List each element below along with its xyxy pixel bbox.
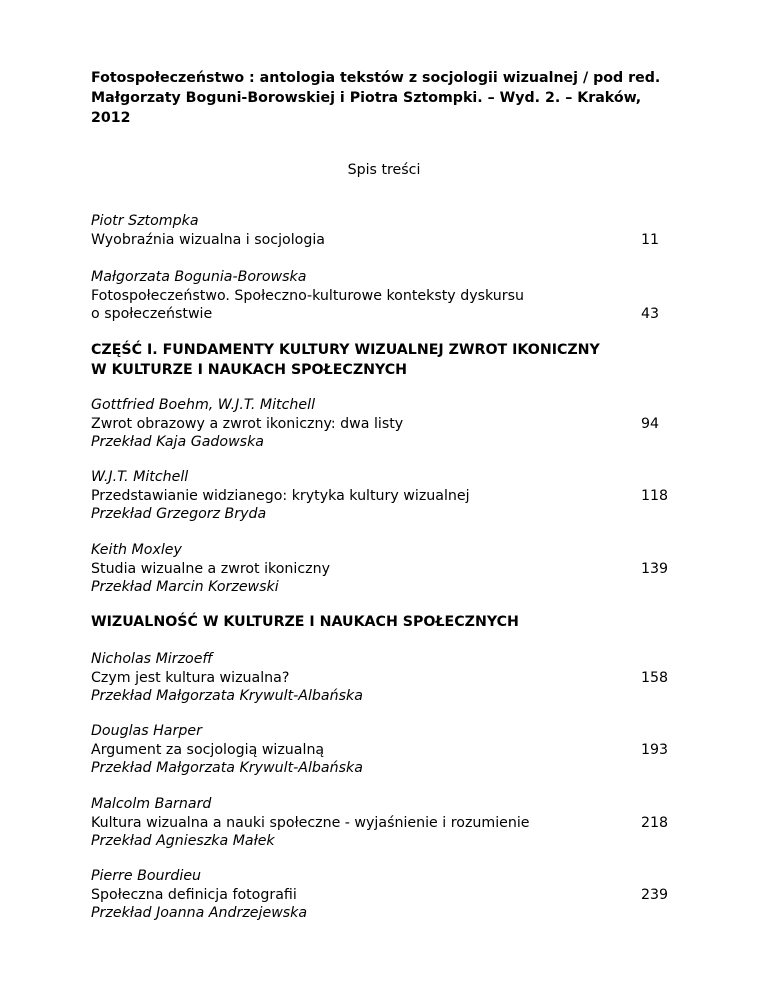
- entry-title: Zwrot obrazowy a zwrot ikoniczny: dwa listy: [91, 415, 404, 432]
- entry-title: Wyobraźnia wizualna i socjologia: [91, 231, 325, 248]
- entry-author: W.J.T. Mitchell: [91, 469, 189, 485]
- entry-page-number: 43: [641, 306, 660, 322]
- entry-title: Przedstawianie widzianego: krytyka kultury wizualnej: [91, 487, 470, 504]
- entry-translator: Przekład Joanna Andrzejewska: [91, 905, 308, 922]
- entry-author: Gottfried Boehm, W.J.T. Mitchell: [91, 397, 316, 413]
- entry-title: Kultura wizualna a nauki społeczne - wyjaśnienie i rozumienie: [91, 814, 530, 831]
- entry-page-number: 94: [641, 416, 660, 432]
- entry-author: Pierre Bourdieu: [91, 868, 202, 884]
- entry-page-number: 11: [641, 232, 660, 248]
- toc-entry: [91, 468, 669, 524]
- entry-title: Fotospołeczeństwo. Społeczno-kulturowe konteksty dyskursu: [91, 287, 524, 304]
- entry-author: Małgorzata Bogunia-Borowska: [91, 269, 307, 285]
- entry-translator: Przekład Agnieszka Małek: [91, 833, 275, 850]
- entry-page-number: 239: [641, 887, 669, 903]
- entry-page-number: 118: [641, 488, 669, 504]
- entry-author: Keith Moxley: [91, 542, 182, 558]
- bibliographic-header: [91, 68, 691, 128]
- entry-translator: Przekład Kaja Gadowska: [91, 434, 264, 451]
- toc-entry: [91, 650, 669, 706]
- section-heading-line: WIZUALNOŚĆ W KULTURZE I NAUKACH SPOŁECZNYCH: [91, 614, 519, 630]
- section-heading: [91, 340, 691, 380]
- entry-page-number: 193: [641, 742, 669, 758]
- header-line: Małgorzaty Boguni-Borowskiej i Piotra Sztompki. – Wyd. 2. – Kraków,: [91, 90, 642, 106]
- entry-title: Studia wizualne a zwrot ikoniczny: [91, 560, 330, 577]
- entry-translator: Przekład Małgorzata Krywult-Albańska: [91, 760, 363, 777]
- section-heading-line: W KULTURZE I NAUKACH SPOŁECZNYCH: [91, 362, 408, 378]
- toc-entry: [91, 396, 661, 452]
- entry-author: Malcolm Barnard: [91, 796, 212, 812]
- entry-author: Douglas Harper: [91, 723, 202, 739]
- entry-title: Argument za socjologią wizualną: [91, 741, 325, 758]
- entry-title: o społeczeństwie: [91, 306, 213, 323]
- section-heading: [91, 612, 691, 632]
- entry-translator: Przekład Marcin Korzewski: [91, 579, 279, 596]
- entry-page-number: 218: [641, 815, 669, 831]
- header-line: 2012: [91, 110, 131, 126]
- toc-entry: [91, 268, 661, 324]
- toc-title: Spis treści: [347, 162, 421, 178]
- entry-translator: Przekład Grzegorz Bryda: [91, 506, 267, 523]
- toc-entry: [91, 541, 669, 597]
- entry-author: Nicholas Mirzoeff: [91, 651, 213, 667]
- toc-entry: [91, 722, 669, 778]
- toc-entry: [91, 212, 661, 249]
- toc-entry: [91, 795, 669, 851]
- entry-page-number: 158: [641, 670, 669, 686]
- entry-author: Piotr Sztompka: [91, 213, 199, 229]
- entry-title: Czym jest kultura wizualna?: [91, 669, 290, 686]
- toc-entry: [91, 867, 669, 923]
- section-heading-line: CZĘŚĆ I. FUNDAMENTY KULTURY WIZUALNEJ ZWROT IKONICZNY: [91, 342, 600, 358]
- entry-page-number: 139: [641, 561, 669, 577]
- entry-translator: Przekład Małgorzata Krywult-Albańska: [91, 688, 363, 705]
- entry-title: Społeczna definicja fotografii: [91, 886, 297, 903]
- header-line: Fotospołeczeństwo : antologia tekstów z socjologii wizualnej / pod red.: [91, 70, 661, 86]
